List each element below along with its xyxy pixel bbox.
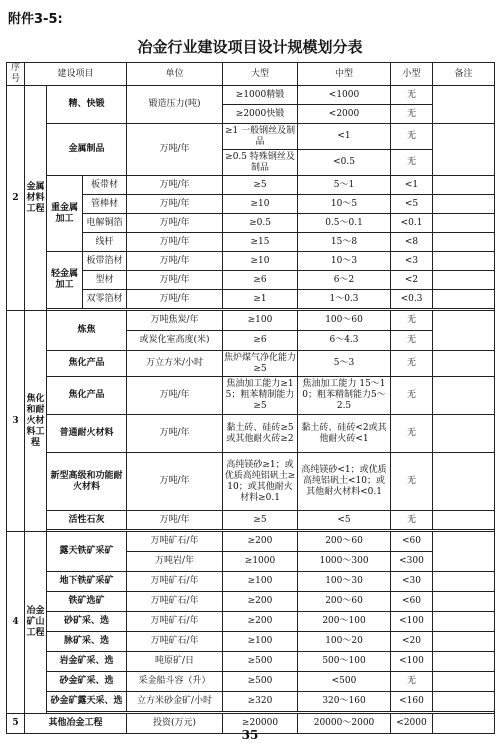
group-number: 4 — [7, 532, 25, 714]
item-name: 露天铁矿采矿 — [47, 532, 127, 572]
remark-cell — [433, 532, 495, 572]
large-cell: 焦油加工能力≥15；粗苯精制能力≥5 — [223, 377, 298, 415]
item-name: 普通耐火材料 — [47, 415, 127, 453]
large-cell: ≥100 — [223, 311, 298, 331]
unit-cell: 立方米砂金矿/小时 — [127, 692, 223, 712]
table-row — [7, 572, 495, 592]
medium-cell: 5～1 — [298, 176, 391, 195]
large-cell: ≥1000精锻 — [223, 86, 298, 105]
small-cell: 无 — [391, 331, 433, 351]
small-cell: <1 — [391, 176, 433, 195]
item-name: 砂金矿采、选 — [47, 672, 127, 692]
sub-item-name: 电解铜箔 — [83, 214, 127, 233]
remark-cell — [433, 453, 495, 511]
table-row — [7, 415, 495, 453]
unit-cell: 万吨岩/年 — [127, 552, 223, 572]
medium-cell: 5～3 — [298, 351, 391, 377]
small-cell: 无 — [391, 311, 433, 331]
table-row — [7, 351, 495, 377]
medium-cell: <0.5 — [298, 150, 391, 176]
medium-cell: 200～60 — [298, 532, 391, 552]
large-cell: ≥10 — [223, 195, 298, 214]
item-name: 地下铁矿采矿 — [47, 572, 127, 592]
unit-cell: 万吨矿石/年 — [127, 592, 223, 612]
unit-cell: 万吨/年 — [127, 195, 223, 214]
medium-cell: 6～2 — [298, 271, 391, 290]
small-cell: 无 — [391, 415, 433, 453]
header-large: 大型 — [223, 63, 298, 86]
medium-cell: 高纯镁砂<1；或优质高纯铝矾土<10；或其他耐火材料<0.1 — [298, 453, 391, 511]
group-number: 2 — [7, 86, 25, 311]
large-cell: ≥320 — [223, 692, 298, 712]
header-remark: 备注 — [433, 63, 495, 86]
medium-cell: <500 — [298, 672, 391, 692]
medium-cell: 100～30 — [298, 572, 391, 592]
small-cell: 无 — [391, 511, 433, 530]
remark-cell — [433, 377, 495, 415]
remark-cell — [433, 233, 495, 252]
small-cell: <160 — [391, 692, 433, 712]
large-cell: ≥1000 — [223, 552, 298, 572]
page-number: 35 — [241, 728, 259, 742]
medium-cell: 黏土砖、硅砖<2或其他耐火砖<1 — [298, 415, 391, 453]
sub-item-name: 板带材 — [83, 176, 127, 195]
small-cell: 无 — [391, 672, 433, 692]
sub-item-name: 管棒材 — [83, 195, 127, 214]
remark-cell — [433, 271, 495, 290]
item-name: 焦化产品 — [47, 377, 127, 415]
unit-cell: 万吨/年 — [127, 124, 223, 176]
remark-cell — [433, 612, 495, 632]
medium-cell: 200～100 — [298, 612, 391, 632]
small-cell: 无 — [391, 124, 433, 150]
small-cell: 无 — [391, 453, 433, 511]
large-cell: 黏土砖、硅砖≥5或其他耐火砖≥2 — [223, 415, 298, 453]
sub-item-name: 线杆 — [83, 233, 127, 252]
medium-cell: 0.5～0.1 — [298, 214, 391, 233]
large-cell: ≥200 — [223, 532, 298, 552]
group-name: 焦化和耐火材料工程 — [25, 311, 47, 532]
remark-cell — [433, 592, 495, 612]
item-name: 砂金矿露天采、选 — [47, 692, 127, 712]
large-cell: ≥5 — [223, 176, 298, 195]
item-name: 重金属加工 — [47, 176, 83, 252]
small-cell: <3 — [391, 252, 433, 271]
table-row — [7, 532, 495, 552]
item-name: 砂矿采、选 — [47, 612, 127, 632]
table-row — [7, 592, 495, 612]
table-row — [7, 612, 495, 632]
small-cell: <2 — [391, 271, 433, 290]
large-cell: 焦炉煤气净化能力≥5 — [223, 351, 298, 377]
large-cell: ≥200 — [223, 612, 298, 632]
item-name: 焦化产品 — [47, 351, 127, 377]
medium-cell: <1000 — [298, 86, 391, 105]
remark-cell — [433, 351, 495, 377]
unit-cell: 万吨/年 — [127, 176, 223, 195]
unit-cell: 万吨/年 — [127, 252, 223, 271]
small-cell: <60 — [391, 592, 433, 612]
sub-item-name: 双零箔材 — [83, 290, 127, 309]
item-name: 脉矿采、选 — [47, 632, 127, 652]
item-name: 精、快锻 — [47, 86, 127, 124]
small-cell: <2000 — [391, 714, 433, 734]
unit-cell: 万吨矿石/年 — [127, 572, 223, 592]
item-name: 活性石灰 — [47, 511, 127, 530]
table-row — [7, 511, 495, 530]
small-cell: <300 — [391, 552, 433, 572]
sub-item-name: 型材 — [83, 271, 127, 290]
small-cell: <30 — [391, 572, 433, 592]
medium-cell: 100～60 — [298, 311, 391, 331]
remark-cell — [433, 572, 495, 592]
table-row — [7, 652, 495, 672]
header-seq: 序号 — [7, 63, 25, 86]
small-cell: <20 — [391, 632, 433, 652]
large-cell: ≥0.5 特殊钢丝及制品 — [223, 150, 298, 176]
large-cell: ≥0.5 — [223, 214, 298, 233]
medium-cell: 200～60 — [298, 592, 391, 612]
header-project: 建设项目 — [25, 63, 127, 86]
table-row — [7, 124, 495, 150]
document-title: 冶金行业建设项目设计规模划分表 — [137, 38, 363, 56]
table-row — [7, 86, 495, 105]
unit-cell: 锻造压力(吨) — [127, 86, 223, 124]
item-name: 新型高级和功能耐火材料 — [47, 453, 127, 511]
header-small: 小型 — [391, 63, 433, 86]
unit-cell: 万吨焦炭/年 — [127, 311, 223, 331]
remark-cell — [433, 124, 495, 176]
unit-cell: 万吨/年 — [127, 290, 223, 309]
medium-cell: 1～0.3 — [298, 290, 391, 309]
remark-cell — [433, 415, 495, 453]
unit-cell: 采金船斗容（升） — [127, 672, 223, 692]
table-row — [7, 672, 495, 692]
unit-cell: 万吨矿石/年 — [127, 632, 223, 652]
remark-cell — [433, 195, 495, 214]
remark-cell — [433, 511, 495, 530]
small-cell: <100 — [391, 612, 433, 632]
remark-cell — [433, 311, 495, 351]
medium-cell: 10～5 — [298, 195, 391, 214]
remark-cell — [433, 652, 495, 672]
unit-cell: 万吨/年 — [127, 415, 223, 453]
medium-cell: 500～100 — [298, 652, 391, 672]
unit-cell: 万吨矿石/年 — [127, 532, 223, 552]
unit-cell: 万吨矿石/年 — [127, 612, 223, 632]
group-name: 冶金矿山工程 — [25, 532, 47, 714]
medium-cell: <2000 — [298, 105, 391, 124]
large-cell: ≥200 — [223, 592, 298, 612]
large-cell: ≥1 一般钢丝及制品 — [223, 124, 298, 150]
table-row — [7, 377, 495, 415]
item-name: 岩金矿采、选 — [47, 652, 127, 672]
small-cell: <8 — [391, 233, 433, 252]
small-cell: 无 — [391, 377, 433, 415]
group-number: 5 — [7, 714, 25, 734]
item-name: 轻金属加工 — [47, 252, 83, 309]
medium-cell: 20000～2000 — [298, 714, 391, 734]
item-name: 铁矿选矿 — [47, 592, 127, 612]
item-name: 金属制品 — [47, 124, 127, 176]
large-cell: ≥500 — [223, 672, 298, 692]
large-cell: ≥1 — [223, 290, 298, 309]
large-cell: ≥500 — [223, 652, 298, 672]
group-name: 其他冶金工程 — [25, 714, 127, 734]
unit-cell: 万吨/年 — [127, 377, 223, 415]
table-row — [7, 176, 495, 195]
attachment-label: 附件3-5: — [8, 12, 63, 27]
small-cell: <0.3 — [391, 290, 433, 309]
medium-cell: 焦油加工能力 15～10；粗苯精制能力5～2.5 — [298, 377, 391, 415]
remark-cell — [433, 672, 495, 692]
group-number: 3 — [7, 311, 25, 532]
unit-cell: 万立方米/小时 — [127, 351, 223, 377]
medium-cell: 15～8 — [298, 233, 391, 252]
small-cell: 无 — [391, 351, 433, 377]
medium-cell: 10～3 — [298, 252, 391, 271]
small-cell: <0.1 — [391, 214, 433, 233]
remark-cell — [433, 86, 495, 124]
unit-cell: 万吨/年 — [127, 214, 223, 233]
large-cell: ≥20000 — [223, 714, 298, 734]
table-header-row — [7, 63, 495, 86]
header-unit: 单位 — [127, 63, 223, 86]
group-name: 金属材料工程 — [25, 86, 47, 311]
large-cell: ≥100 — [223, 632, 298, 652]
unit-cell: 投资(万元) — [127, 714, 223, 734]
small-cell: <5 — [391, 195, 433, 214]
remark-cell — [433, 176, 495, 195]
item-name: 炼焦 — [47, 311, 127, 351]
large-cell: ≥5 — [223, 511, 298, 530]
table-row — [7, 632, 495, 652]
medium-cell: <1 — [298, 124, 391, 150]
small-cell: <100 — [391, 652, 433, 672]
remark-cell — [433, 252, 495, 271]
large-cell: ≥100 — [223, 572, 298, 592]
medium-cell: 1000～300 — [298, 552, 391, 572]
header-medium: 中型 — [298, 63, 391, 86]
remark-cell — [433, 290, 495, 309]
unit-cell: 万吨/年 — [127, 233, 223, 252]
unit-cell: 万吨/年 — [127, 511, 223, 530]
table-row — [7, 453, 495, 511]
scale-table — [6, 62, 495, 734]
large-cell: ≥6 — [223, 331, 298, 351]
medium-cell: 320～160 — [298, 692, 391, 712]
sub-item-name: 板带箔材 — [83, 252, 127, 271]
table-row — [7, 252, 495, 271]
unit-cell: 万吨/年 — [127, 453, 223, 511]
large-cell: ≥2000快锻 — [223, 105, 298, 124]
large-cell: ≥15 — [223, 233, 298, 252]
medium-cell: 100～20 — [298, 632, 391, 652]
unit-cell: 万吨/年 — [127, 271, 223, 290]
remark-cell — [433, 214, 495, 233]
remark-cell — [433, 692, 495, 712]
unit-cell: 或炭化室高度(米) — [127, 331, 223, 351]
large-cell: 高纯镁砂≥1；或优质高纯铝矾土≥10；或其他耐火材料≥0.1 — [223, 453, 298, 511]
small-cell: <60 — [391, 532, 433, 552]
table-row — [7, 692, 495, 712]
table-row — [7, 311, 495, 331]
small-cell: 无 — [391, 105, 433, 124]
small-cell: 无 — [391, 86, 433, 105]
large-cell: ≥10 — [223, 252, 298, 271]
large-cell: ≥6 — [223, 271, 298, 290]
small-cell: 无 — [391, 150, 433, 176]
medium-cell: <5 — [298, 511, 391, 530]
medium-cell: 6～4.3 — [298, 331, 391, 351]
unit-cell: 吨原矿/日 — [127, 652, 223, 672]
remark-cell — [433, 632, 495, 652]
